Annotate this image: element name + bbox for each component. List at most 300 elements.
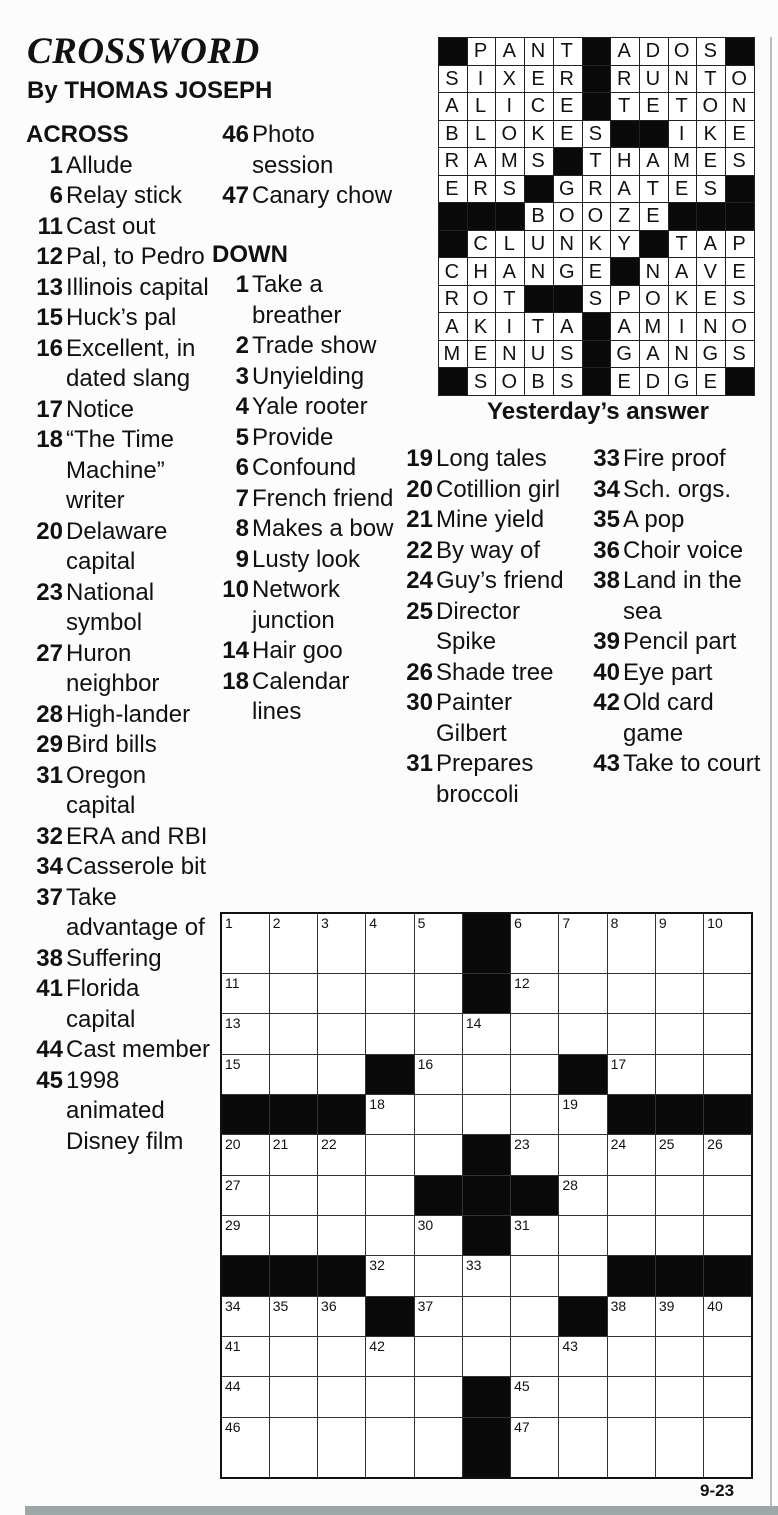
grid-cell[interactable] [318,1175,366,1215]
clue-text: Photo session [252,121,334,179]
answer-black-square [726,203,755,231]
clue-number: 39 [593,628,620,655]
clue-number: 5 [235,423,249,451]
answer-black-square [553,148,582,176]
grid-cell[interactable] [269,974,317,1014]
grid-black-square [462,974,510,1014]
clue-text: Lusty look [252,545,361,573]
grid-row [221,1377,752,1417]
clue-text: French friend [252,484,394,512]
grid-cell[interactable] [462,1014,510,1054]
answer-letter: S [697,175,726,203]
grid-cell[interactable] [655,913,703,974]
clue-number: 6 [49,182,63,209]
grid-cell[interactable] [704,1417,752,1478]
across-clue [26,517,212,578]
grid-row [221,1175,752,1215]
down-clue [212,392,398,423]
grid-black-square [704,1256,752,1296]
grid-cell[interactable] [511,1014,559,1054]
grid-cell[interactable] [414,1054,462,1094]
grid-cell-number: 37 [417,1297,434,1314]
grid-cell[interactable] [704,1296,752,1336]
answer-letter: S [726,340,755,368]
grid-cell[interactable] [607,1014,655,1054]
grid-cell-number: 9 [658,915,667,931]
answer-letter: T [496,285,525,313]
answer-letter: Y [611,230,640,258]
grid-cell[interactable] [607,974,655,1014]
clue-text: Bird bills [66,731,157,758]
answer-row [439,65,755,93]
crossword-grid [220,912,753,1479]
answer-letter: O [496,368,525,396]
grid-cell-number: 1 [225,915,233,931]
answer-black-square [582,65,611,93]
grid-cell[interactable] [655,1135,703,1175]
answer-letter: I [496,313,525,341]
grid-cell[interactable] [655,1377,703,1417]
grid-black-square [607,1095,655,1135]
across-clue [26,639,212,700]
down-clue [396,597,582,658]
grid-cell-number: 10 [707,915,723,931]
answer-black-square [640,120,669,148]
grid-cell[interactable] [511,1417,559,1478]
answer-letter: O [496,120,525,148]
grid-cell[interactable] [607,1175,655,1215]
grid-cell[interactable] [607,1216,655,1256]
grid-cell[interactable] [704,1216,752,1256]
answer-letter: K [582,230,611,258]
answer-letter: P [611,285,640,313]
grid-cell[interactable] [607,1296,655,1336]
grid-cell[interactable] [318,1216,366,1256]
answer-letter: D [640,368,669,396]
grid-cell[interactable] [462,1095,510,1135]
answer-black-square [726,38,755,66]
grid-cell[interactable] [704,974,752,1014]
answer-black-square [726,175,755,203]
grid-cell[interactable] [414,1417,462,1478]
grid-cell[interactable] [221,1296,269,1336]
grid-cell[interactable] [318,1014,366,1054]
clue-number: 41 [36,975,63,1002]
grid-cell[interactable] [559,913,607,974]
answer-letter: N [553,230,582,258]
grid-cell[interactable] [559,1175,607,1215]
grid-cell-number: 36 [321,1297,337,1314]
grid-cell[interactable] [318,913,366,974]
grid-cell[interactable] [511,1256,559,1296]
grid-cell[interactable] [269,1377,317,1417]
grid-cell[interactable] [221,1014,269,1054]
grid-cell-number: 14 [465,1015,482,1032]
clue-text: Guy’s friend [436,567,564,594]
grid-cell[interactable] [511,913,559,974]
across-clue [26,944,212,975]
grid-cell[interactable] [221,1337,269,1377]
down-clue [396,444,582,475]
answer-letter: A [611,313,640,341]
across-clue [26,761,212,822]
answer-letter: A [467,148,496,176]
clue-text: Canary chow [252,182,393,209]
answer-row [439,258,755,286]
grid-cell-number: 16 [417,1055,434,1072]
grid-cell[interactable] [655,1337,703,1377]
grid-black-square [221,1095,269,1135]
answer-letter: T [697,65,726,93]
clue-number: 2 [235,332,249,359]
clue-text: High-lander [66,700,191,728]
grid-cell-number: 15 [225,1055,241,1072]
grid-cell-number: 2 [272,915,281,931]
clue-text: Sch. orgs. [623,475,732,503]
grid-cell[interactable] [511,1054,559,1094]
grid-cell[interactable] [366,913,414,974]
grid-black-square [366,1296,414,1336]
grid-cell[interactable] [269,1216,317,1256]
clue-number: 44 [36,1036,63,1063]
grid-cell[interactable] [221,1175,269,1215]
answer-letter: E [467,340,496,368]
answer-letter: B [439,120,468,148]
grid-cell[interactable] [655,1014,703,1054]
answer-black-square [439,230,468,258]
clue-text: Cast out [66,212,156,240]
answer-row [439,38,755,66]
answer-letter: I [668,313,697,341]
grid-cell[interactable] [511,1135,559,1175]
answer-letter: M [496,148,525,176]
clue-number: 18 [36,426,63,453]
grid-cell[interactable] [414,1256,462,1296]
clue-number: 8 [235,515,249,542]
clue-text: Huron neighbor [66,639,160,697]
grid-cell-number: 12 [514,975,530,992]
answer-letter: E [668,175,697,203]
grid-cell[interactable] [607,1417,655,1478]
answer-letter: S [697,38,726,66]
grid-cell[interactable] [414,1337,462,1377]
grid-cell[interactable] [462,1337,510,1377]
grid-cell-number: 20 [225,1136,241,1153]
grid-cell[interactable] [511,974,559,1014]
grid-cell[interactable] [655,1296,703,1336]
clue-text: Confound [252,454,357,481]
grid-cell-number: 6 [514,915,522,931]
clue-text: Huck’s pal [66,304,177,331]
answer-black-square [525,175,554,203]
grid-cell[interactable] [366,1216,414,1256]
answer-row [439,368,755,396]
grid-black-square [462,913,510,974]
grid-black-square [318,1256,366,1296]
grid-cell-number: 38 [610,1297,627,1314]
grid-cell[interactable] [269,913,317,974]
answer-letter: A [640,340,669,368]
clue-text: ERA and RBI [66,822,208,850]
grid-cell[interactable] [655,1216,703,1256]
grid-cell-number: 34 [225,1297,241,1314]
grid-row [221,1135,752,1175]
answer-letter: H [611,148,640,176]
grid-cell[interactable] [366,1175,414,1215]
clue-text: Choir voice [623,536,744,564]
clue-section-gap [212,212,398,240]
clue-number: 34 [593,475,620,503]
clue-text: Network junction [252,576,341,634]
clue-number: 23 [36,578,63,606]
grid-cell[interactable] [269,1337,317,1377]
down-clue [583,749,773,780]
grid-cell[interactable] [559,1337,607,1377]
grid-cell-number: 44 [225,1378,241,1395]
grid-cell[interactable] [511,1216,559,1256]
grid-cell[interactable] [269,1175,317,1215]
grid-cell[interactable] [704,1014,752,1054]
answer-row [439,313,755,341]
grid-cell[interactable] [511,1296,559,1336]
grid-cell-number: 27 [225,1176,241,1193]
grid-cell[interactable] [221,1377,269,1417]
answer-black-square [697,203,726,231]
clue-number: 34 [36,853,63,880]
grid-cell[interactable] [704,1054,752,1094]
grid-cell[interactable] [559,1095,607,1135]
grid-cell-number: 42 [369,1338,385,1355]
grid-cell-number: 39 [658,1297,675,1314]
grid-cell[interactable] [366,1377,414,1417]
grid-cell[interactable] [704,1175,752,1215]
grid-cell-number: 41 [225,1338,241,1355]
grid-cell[interactable] [704,1135,752,1175]
grid-cell[interactable] [414,1377,462,1417]
grid-cell[interactable] [414,1135,462,1175]
answer-letter: A [439,313,468,341]
grid-cell[interactable] [655,974,703,1014]
down-clues-column-3 [396,444,582,810]
grid-cell[interactable] [511,1095,559,1135]
grid-row [221,1417,752,1478]
grid-cell[interactable] [318,1377,366,1417]
clue-text: Calendar lines [252,667,350,725]
grid-cell[interactable] [559,1216,607,1256]
answer-letter: K [467,313,496,341]
grid-row [221,1216,752,1256]
across-clue [26,242,212,273]
grid-cell[interactable] [221,1135,269,1175]
grid-cell[interactable] [655,1054,703,1094]
answer-letter: E [697,148,726,176]
grid-cell[interactable] [414,1216,462,1256]
clue-text: Pal, to Pedro [66,243,205,270]
answer-letter: S [553,340,582,368]
yesterdays-answer-caption: Yesterday’s answer [487,398,709,425]
grid-cell[interactable] [318,1054,366,1094]
grid-cell-number: 35 [272,1297,289,1314]
grid-black-square [318,1095,366,1135]
clue-text: Casserole bit [66,853,207,880]
answer-letter: A [640,148,669,176]
grid-cell[interactable] [559,1377,607,1417]
answer-black-square [582,38,611,66]
grid-cell[interactable] [559,1417,607,1478]
clue-number: 28 [36,700,63,728]
clue-text: Pencil part [623,628,737,655]
grid-cell[interactable] [414,913,462,974]
answer-black-square [668,203,697,231]
clue-text: Makes a bow [252,515,394,542]
answer-letter: E [439,175,468,203]
grid-cell[interactable] [221,913,269,974]
grid-black-square [462,1417,510,1478]
grid-cell[interactable] [269,1296,317,1336]
grid-cell[interactable] [607,913,655,974]
grid-cell[interactable] [414,1296,462,1336]
grid-cell[interactable] [462,1054,510,1094]
down-clue [396,505,582,536]
grid-cell[interactable] [462,1256,510,1296]
grid-cell[interactable] [559,974,607,1014]
answer-row [439,285,755,313]
grid-cell[interactable] [221,1216,269,1256]
grid-cell[interactable] [269,1135,317,1175]
grid-cell[interactable] [607,1054,655,1094]
across-clue [26,303,212,334]
grid-cell[interactable] [221,1417,269,1478]
grid-cell[interactable] [704,913,752,974]
grid-cell-number: 13 [225,1015,241,1032]
grid-cell[interactable] [704,1337,752,1377]
grid-cell-number: 17 [610,1055,627,1072]
answer-letter: A [439,93,468,121]
answer-letter: K [668,285,697,313]
answer-letter: P [726,230,755,258]
down-clue [212,667,398,728]
grid-row [221,1014,752,1054]
grid-cell[interactable] [318,1296,366,1336]
answer-letter: N [640,258,669,286]
crossword-grid-table [220,912,753,1479]
answer-letter: P [467,38,496,66]
grid-cell[interactable] [366,974,414,1014]
grid-cell[interactable] [414,1095,462,1135]
grid-cell[interactable] [318,1417,366,1478]
grid-cell[interactable] [607,1337,655,1377]
grid-cell[interactable] [559,1014,607,1054]
clue-text: Take advantage of [66,883,205,941]
answer-letter: R [439,285,468,313]
grid-cell[interactable] [414,1014,462,1054]
answer-letter: O [553,203,582,231]
down-clue [212,453,398,484]
grid-cell[interactable] [366,1337,414,1377]
grid-cell[interactable] [221,974,269,1014]
answer-letter: X [496,65,525,93]
grid-cell[interactable] [269,1417,317,1478]
grid-cell-number: 45 [514,1378,530,1395]
grid-cell[interactable] [655,1417,703,1478]
answer-letter: S [553,368,582,396]
grid-black-square [462,1175,510,1215]
grid-cell[interactable] [462,1296,510,1336]
grid-cell-number: 19 [562,1096,578,1113]
grid-cell[interactable] [318,974,366,1014]
grid-black-square [462,1377,510,1417]
answer-letter: T [640,175,669,203]
across-clue [26,822,212,853]
answer-letter: M [640,313,669,341]
grid-cell[interactable] [366,1417,414,1478]
grid-cell[interactable] [269,1054,317,1094]
grid-cell[interactable] [221,1054,269,1094]
clue-number: 9 [235,545,249,573]
answer-letter: U [525,230,554,258]
grid-cell[interactable] [318,1135,366,1175]
grid-cell[interactable] [269,1014,317,1054]
down-clue [396,475,582,506]
across-clue [26,578,212,639]
grid-cell[interactable] [511,1377,559,1417]
answer-row [439,93,755,121]
grid-cell[interactable] [318,1337,366,1377]
clue-number: 3 [235,362,249,390]
answer-letter: A [496,258,525,286]
answer-letter: K [525,120,554,148]
grid-cell[interactable] [511,1337,559,1377]
grid-cell[interactable] [366,1256,414,1296]
answer-letter: L [467,120,496,148]
clue-number: 12 [36,243,63,270]
grid-cell[interactable] [607,1377,655,1417]
clue-text: Old card game [623,689,714,747]
clue-text: Relay stick [66,182,183,209]
clue-number: 36 [593,536,620,564]
clue-text: Illinois capital [66,273,209,301]
answer-black-square [525,285,554,313]
grid-cell[interactable] [366,1014,414,1054]
answer-letter: O [697,93,726,121]
grid-black-square [559,1054,607,1094]
answer-letter: E [553,120,582,148]
grid-cell[interactable] [559,1256,607,1296]
bottom-divider [25,1506,778,1515]
answer-letter: G [553,258,582,286]
answer-black-square [439,38,468,66]
across-clue [212,120,398,181]
clue-number: 20 [406,475,433,503]
answer-black-square [439,368,468,396]
answer-letter: E [697,368,726,396]
answer-row [439,175,755,203]
grid-cell[interactable] [607,1135,655,1175]
answer-letter: E [697,285,726,313]
answer-letter: N [726,93,755,121]
grid-cell[interactable] [704,1377,752,1417]
answer-black-square [640,230,669,258]
grid-cell[interactable] [655,1175,703,1215]
grid-cell[interactable] [366,1135,414,1175]
grid-cell[interactable] [559,1135,607,1175]
grid-cell[interactable] [366,1095,414,1135]
grid-cell[interactable] [414,974,462,1014]
clue-number: 17 [36,395,63,423]
grid-cell-number: 23 [514,1136,530,1153]
across-clue [26,883,212,944]
grid-black-square [655,1256,703,1296]
